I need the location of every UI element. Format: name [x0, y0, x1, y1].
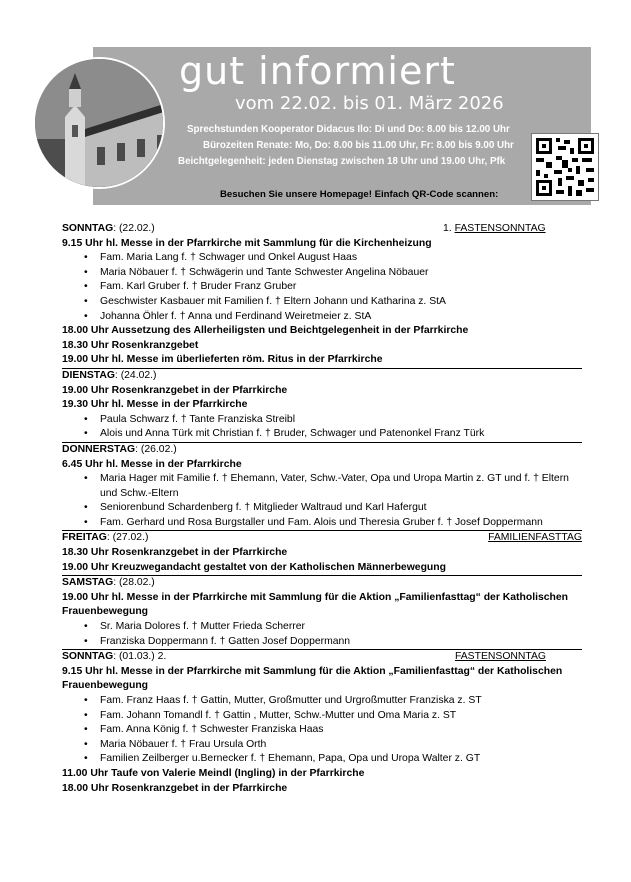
info-line-office-hours-secretary: Bürozeiten Renate: Mo, Do: 8.00 bis 11.00 Uhr, Fr: 8.00 bis 9.00 Uhr [203, 140, 514, 151]
intention-item: • Sr. Maria Dolores f. † Mutter Frieda Scherrer [100, 620, 582, 635]
day-ordinal: 1. [443, 223, 452, 234]
day-date: : (24.02.) [114, 369, 157, 381]
mass-entry: 18.30 Uhr Rosenkranzgebet [62, 339, 199, 351]
day-section [62, 575, 582, 649]
intention-item: • Franziska Doppermann f. † Gatten Josef Doppermann [100, 635, 582, 650]
mass-entry: 9.15 Uhr hl. Messe in der Pfarrkirche mit Sammlung für die Kirchenheizung [62, 237, 432, 249]
intention-item: • Maria Nöbauer f. † Schwägerin und Tante Schwester Angelina Nöbauer [100, 266, 582, 281]
intention-item: • Alois und Anna Türk mit Christian f. † Bruder, Schwager und Patenonkel Franz Türk [100, 427, 582, 442]
day-name: SONNTAG [62, 223, 114, 234]
mass-entry: 6.45 Uhr hl. Messe in der Pfarrkirche [62, 458, 242, 470]
intention-item: • Fam. Anna König f. † Schwester Franziska Haas [100, 723, 582, 738]
intention-list [62, 694, 582, 767]
intention-item: • Paula Schwarz f. † Tante Franziska Streibl [100, 413, 582, 428]
newsletter-title: gut informiert [179, 49, 456, 93]
day-liturgical-label: FAMILIENFASTTAG [488, 532, 582, 544]
church-image [35, 59, 165, 189]
mass-entry: 19.00 Uhr Kreuzwegandacht gestaltet von der Katholischen Männerbewegung [62, 561, 446, 573]
mass-entry: 18.30 Uhr Rosenkranzgebet in der Pfarrkirche [62, 547, 288, 559]
day-heading [62, 649, 582, 665]
intention-item: • Seniorenbund Schardenberg f. † Mitglieder Waltraud und Karl Hafergut [100, 501, 582, 516]
mass-entry: 19.00 Uhr hl. Messe im überlieferten röm. Ritus in der Pfarrkirche [62, 354, 383, 366]
intention-item: • Fam. Karl Gruber f. † Bruder Franz Gruber [100, 280, 582, 295]
mass-entry: 19.00 Uhr hl. Messe in der Pfarrkirche mit Sammlung für die Aktion „Familienfasttag“ der Katholischen Frauenbewegung [62, 591, 568, 618]
day-name: SONNTAG [62, 651, 114, 663]
intention-item: • Geschwister Kasbauer mit Familien f. † Eltern Johann und Katharina z. StA [100, 295, 582, 310]
church-photo [33, 57, 165, 189]
intention-item: • Maria Hager mit Familie f. † Ehemann, Vater, Schw.-Vater, Opa und Uropa Martin z. GT und f. † Eltern und Schw.-Eltern [100, 472, 582, 501]
day-heading [62, 442, 582, 458]
qr-code[interactable] [531, 133, 599, 201]
day-date: : (26.02.) [135, 443, 177, 455]
day-section [62, 442, 582, 531]
day-section [62, 368, 582, 442]
intention-item: • Fam. Gerhard und Rosa Burgstaller und Fam. Alois und Theresia Gruber f. † Josef Doppermann [100, 516, 582, 531]
day-date: : (22.02.) [113, 223, 155, 234]
qr-code-icon [532, 134, 598, 200]
day-section [62, 530, 582, 575]
intention-list [62, 413, 582, 442]
homepage-hint: Besuchen Sie unsere Homepage! Einfach QR-Code scannen: [220, 189, 499, 200]
intention-item: • Johanna Öhler f. † Anna und Ferdinand Weiretmeier z. StA [100, 310, 582, 325]
newsletter-date-range: vom 22.02. bis 01. März 2026 [235, 93, 504, 114]
mass-entry: 19.00 Uhr Rosenkranzgebet in der Pfarrkirche [62, 384, 288, 396]
day-name: SAMSTAG [62, 577, 114, 589]
mass-entry: 9.15 Uhr hl. Messe in der Pfarrkirche mit Sammlung für die Aktion „Familienfasttag“ der Katholischen Frauenbewegung [62, 665, 563, 692]
info-line-office-hours-priest: Sprechstunden Kooperator Didacus Ilo: Di und Do: 8.00 bis 12.00 Uhr [187, 124, 510, 135]
info-line-confession: Beichtgelegenheit: jeden Dienstag zwischen 18 Uhr und 19.00 Uhr, Pfk [178, 156, 506, 167]
day-section [62, 222, 582, 368]
day-name: DIENSTAG [62, 369, 115, 381]
header-banner [33, 47, 591, 209]
day-heading [62, 530, 582, 546]
intention-list [62, 251, 582, 324]
schedule [62, 222, 582, 796]
day-date: : (28.02.) [113, 577, 155, 589]
day-name: FREITAG [62, 532, 107, 544]
intention-item: • Fam. Franz Haas f. † Gattin, Mutter, Großmutter und Urgroßmutter Franziska z. ST [100, 694, 582, 709]
mass-entry: 19.30 Uhr hl. Messe in der Pfarrkirche [62, 399, 248, 411]
day-liturgical-label: FASTENSONNTAG [454, 223, 546, 234]
day-name: DONNERSTAG [62, 443, 136, 455]
day-heading [62, 222, 582, 237]
day-date: : (01.03.) 2. [113, 651, 167, 663]
day-heading [62, 368, 582, 384]
day-date: : (27.02.) [106, 532, 149, 544]
intention-list [62, 620, 582, 649]
mass-entry: 18.00 Uhr Aussetzung des Allerheiligsten und Beichtgelegenheit in der Pfarrkirche [62, 325, 469, 337]
day-liturgical-label: FASTENSONNTAG [454, 651, 546, 663]
intention-item: • Maria Nöbauer f. † Frau Ursula Orth [100, 738, 582, 753]
intention-item: • Fam. Maria Lang f. † Schwager und Onkel August Haas [100, 251, 582, 266]
intention-item: • Fam. Johann Tomandl f. † Gattin , Mutter, Schw.-Mutter und Oma Maria z. ST [100, 709, 582, 724]
mass-entry: 18.00 Uhr Rosenkranzgebet in der Pfarrkirche [62, 782, 288, 794]
day-heading [62, 575, 582, 591]
intention-list [62, 472, 582, 530]
day-section [62, 649, 582, 796]
mass-entry: 11.00 Uhr Taufe von Valerie Meindl (Ingling) in der Pfarrkirche [62, 767, 365, 779]
intention-item: • Familien Zeilberger u.Bernecker f. † Ehemann, Papa, Opa und Uropa Walter z. GT [100, 752, 582, 767]
